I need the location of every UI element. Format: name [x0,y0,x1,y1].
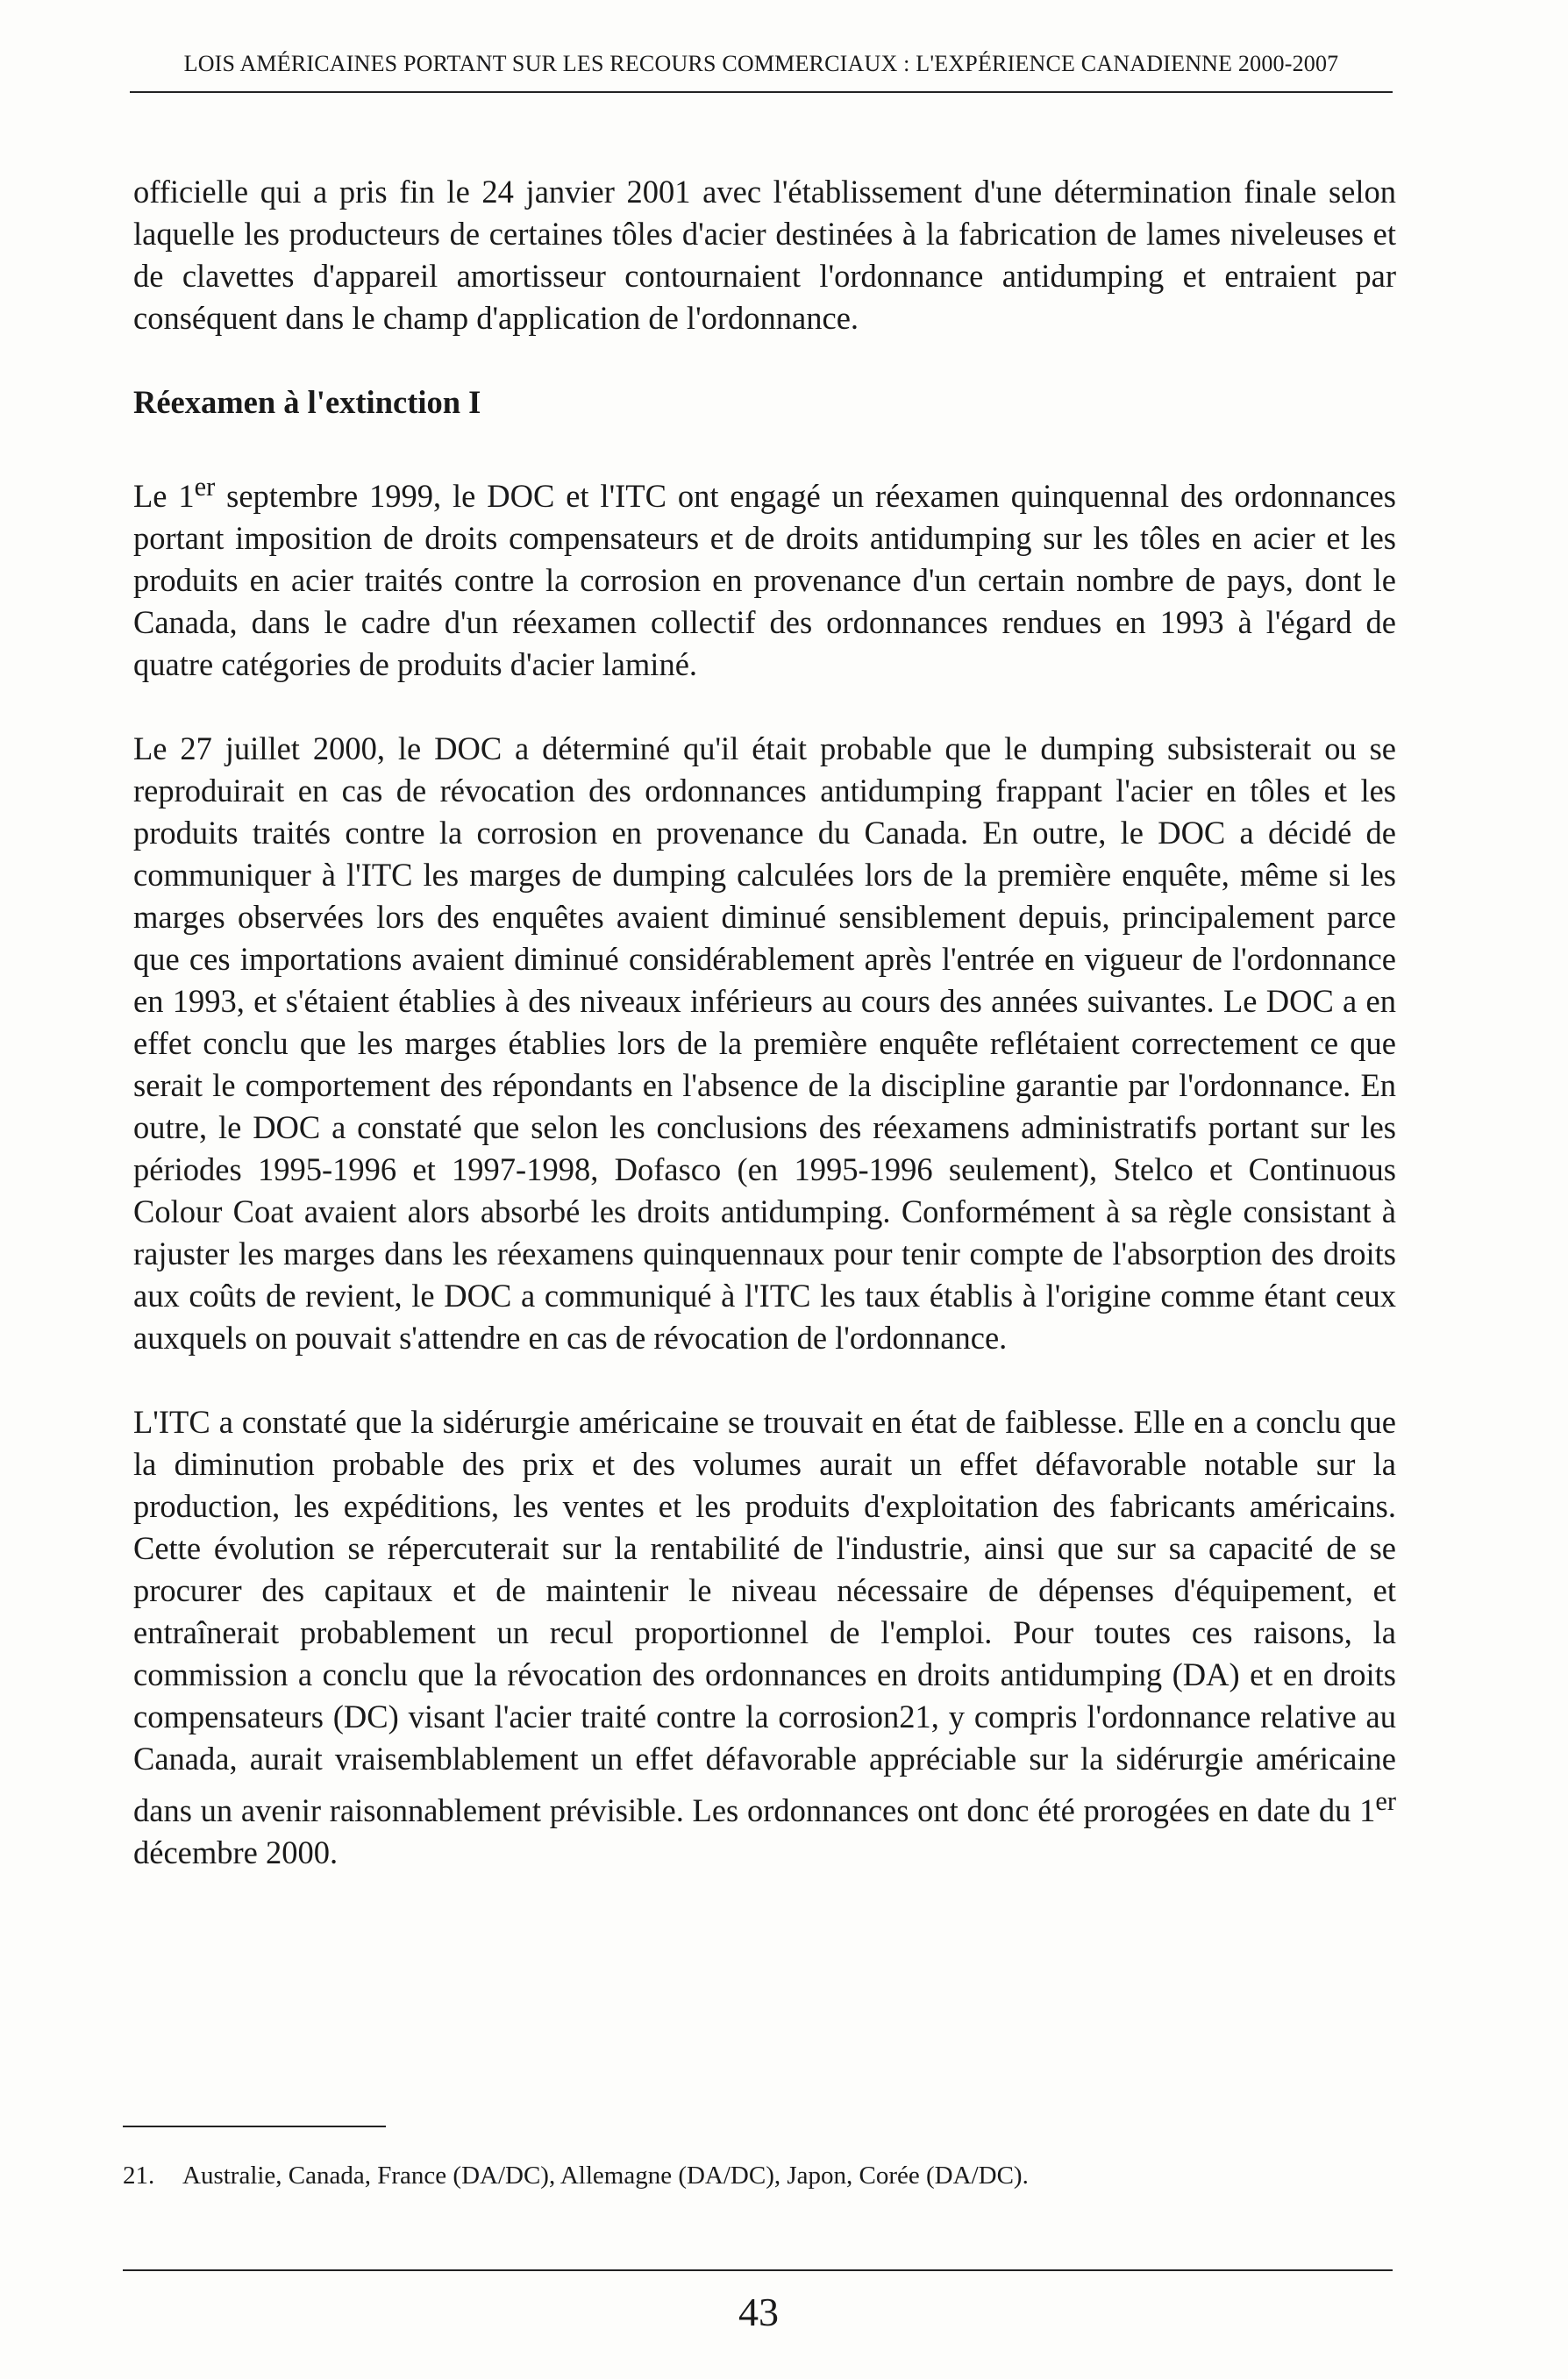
header-rule [130,91,1393,93]
bottom-rule [123,2269,1393,2271]
paragraph-itc-findings [133,1401,1396,1874]
paragraph-text: L'ITC a constaté que la sidérurgie américaine se trouvait en état de faiblesse. Elle en a conclu que la diminution probable des prix et des volumes aurait un effet défavorable notable sur la production, les expéditions, les ventes et les produits d'exploitation des fabricants américains. Cette évolution se répercuterait sur la rentabilité de l'industrie, ainsi que sur sa capacité de se procurer des capitaux et de maintenir le niveau nécessaire de dépenses d'équipement, et entraînerait probablement un recul proportionnel de l'emploi. Pour toutes ces raisons, la commission a conclu que la révocation des ordonnances en droits antidumping (DA) et en droits compensateurs (DC) visant l'acier traité contre la corrosion21, y compris l'ordonnance relative au Canada, aurait vraisemblablement un effet défavorable appréciable sur la sidérurgie américaine dans un avenir raisonnablement prévisible. Les ordonnances ont donc été prorogées en date du 1 [133,1404,1396,1829]
paragraph-text: septembre 1999, le DOC et l'ITC ont engagé un réexamen quinquennal des ordonnances portant imposition de droits compensateurs et de droits antidumping sur les tôles en acier et les produits en acier traités contre la corrosion en provenance d'un certain nombre de pays, dont le Canada, dans le cadre d'un réexamen collectif des ordonnances rendues en 1993 à l'égard de quatre catégories de produits d'acier laminé. [133,478,1397,683]
ordinal-superscript: er [194,472,216,502]
paragraph-text: décembre 2000. [133,1834,339,1871]
footnote [123,2158,1351,2193]
body-text [133,171,1396,1916]
section-heading: Réexamen à l'extinction I [133,384,481,420]
paragraph-review-start [133,466,1396,686]
paragraph-doc-determination: Le 27 juillet 2000, le DOC a déterminé qu'il était probable que le dumping subsisterait ou se reproduirait en cas de révocation des ordonnances antidumping frappant l'acier en tôles et les produits traités contre la corrosion en provenance du Canada. En outre, le DOC a décidé de communiquer à l'ITC les marges de dumping calculées lors de la première enquête, même si les marges observées lors des enquêtes avaient diminué sensiblement depuis, principalement parce que ces importations avaient diminué considérablement après l'entrée en vigueur de l'ordonnance en 1993, et s'étaient établies à des niveaux inférieurs au cours des années suivantes. Le DOC a en effet conclu que les marges établies lors de la première enquête reflétaient correctement ce que serait le comportement des répondants en l'absence de la discipline garantie par l'ordonnance. En outre, le DOC a constaté que selon les conclusions des réexamens administratifs portant sur les périodes 1995-1996 et 1997-1998, Dofasco (en 1995-1996 seulement), Stelco et Continuous Colour Coat avaient alors absorbé les droits antidumping. Conformément à sa règle consistant à rajuster les marges dans les réexamens quinquennaux pour tenir compte de l'absorption des droits aux coûts de revient, le DOC a communiqué à l'ITC les taux établis à l'origine comme étant ceux auxquels on pouvait s'attendre en cas de révocation de l'ordonnance. [133,730,1396,1357]
footnote-text: Australie, Canada, France (DA/DC), Allemagne (DA/DC), Japon, Corée (DA/DC). [182,2162,1029,2190]
paragraph-continuation: officielle qui a pris fin le 24 janvier 2001 avec l'établissement d'une détermination finale selon laquelle les producteurs de certaines tôles d'acier destinées à la fabrication de lames niveleuses et de clavettes d'appareil amortisseur contournaient l'ordonnance antidumping et entraient par conséquent dans le champ d'application de l'ordonnance. [133,174,1396,336]
paragraph-text: Le 1 [133,478,195,515]
ordinal-superscript: er [1375,1786,1396,1817]
running-header: LOIS AMÉRICAINES PORTANT SUR LES RECOURS COMMERCIAUX : L'EXPÉRIENCE CANADIENNE 2000-2007 [183,51,1339,76]
footnote-number: 21. [123,2162,155,2190]
page-number: 43 [738,2290,779,2334]
footnote-rule [123,2126,386,2127]
